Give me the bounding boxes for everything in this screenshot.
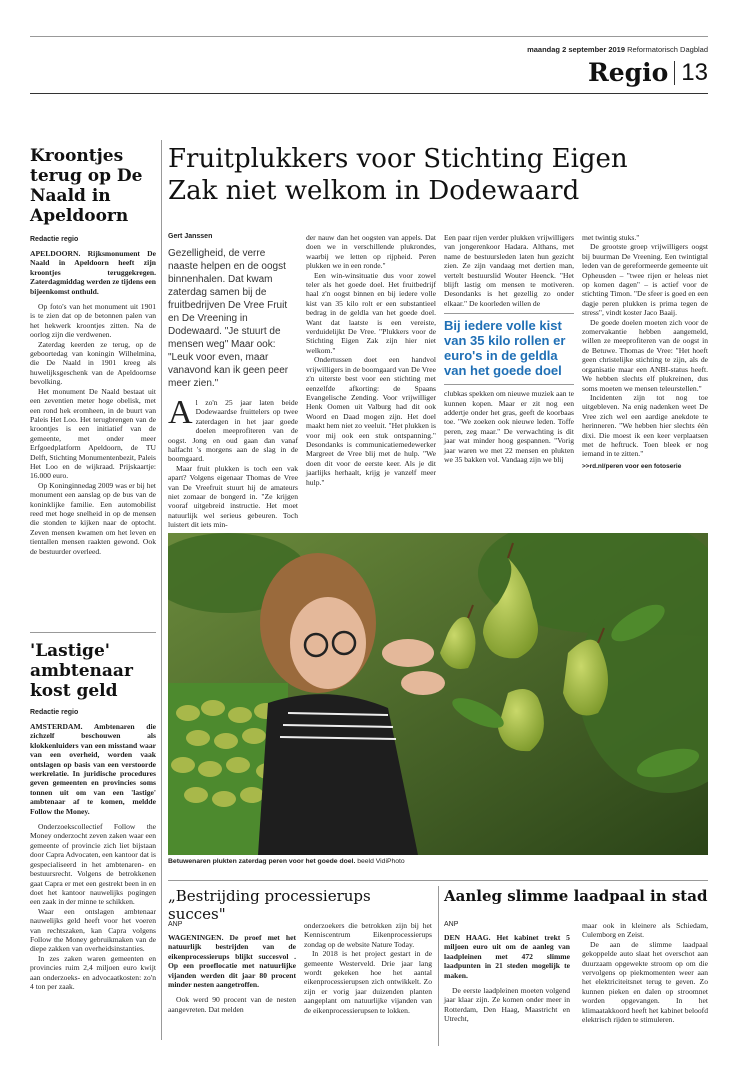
main-c3a-wrap [444,233,574,308]
main-c2b: Een win-winsituatie dus voor zowel teler als het goede doel. Het fruitbedrijf haal z'n oogst binnen en bij iedere volle kist van 35 kilo rolt er een substantieel bedrag in de geldla van het goede doel. Want dat laatste is een vereiste, verduidelijkt De Vree. "Plukkers voor de Stichting Eigen Zak zijn hier niet welkom." [306,270,436,355]
side1-p3: Het monument De Naald bestaat uit een zeventien meter hoge obelisk, met een rond hek eromheen, in de buurt van Paleis Het Loo. Het terugbrengen van de kroontjes is een initiatief van de gemeente, met onder meer Erfgoedplatform Apeldoorn, de TU Delft, Stichting Monumentenbezit, Paleis Het Loo en de wijkraad. Prijskaartje: 16.000 euro. [30,386,156,481]
main-c2a: der nauw dan het oogsten van appels. Dat doen we in verschillende plukrondes, waarbij we letten op rijpheid. Peren plukken we in een ronde." [306,233,436,271]
main-c3b-wrap [444,389,574,464]
quote-rule-bottom [444,384,574,385]
bottom-article-laadpaal [444,887,708,1025]
main-col-2 [306,233,436,487]
side2-headline: 'Lastige' ambtenaar kost geld [30,641,133,701]
web-link[interactable]: >>rd.nl/peren voor een fotoserie [582,462,682,470]
drop-cap: A [168,394,193,431]
side2-lead-place: AMSTERDAM. [30,722,83,731]
main-intro: Gezelligheid, de verre naaste helpen en de oogst binnenhalen. Dat kwam zaterdag samen bij de fruitbedrijven De Vree Fruit en De Vreening in Dodewaard. "Je stuurt de mensen weg" Maar ook: "Leuk voor even, maar vanavond kan ik geen peer meer zien." [168,248,289,389]
section-header [588,58,708,87]
header-rule [30,36,708,37]
main-photo [168,533,708,855]
side2-body [30,722,156,991]
bottom2-byline: ANP [444,921,459,928]
side1-lead-place: APELDOORN. [30,249,81,258]
side2-p2: Waar een ontslagen ambtenaar nauwelijks geld heeft voor het voeren van rechtszaken, kan Capra volgens Follow the Money gebruikmaken van de diepe zakken van overheidsinstanties. [30,906,156,954]
side2-lead: Ambtenaren die zichzelf beschouwen als klokkenluiders van een misstand waar van een overheid, worden vaak ontslagen op basis van een verstoorde werkrelatie. In juridische procedures geven gemeenten en provincies soms tonnen uit om van een 'lastige' ambtenaar af te komen, meldde Follow the Money. [30,722,156,816]
main-c4a: met twintig stuks." [582,233,640,242]
quote-rule-top [444,313,574,314]
bottom2-lead: Het kabinet trekt 5 miljoen euro uit om de aanleg van laadpleinen met 472 slimme laadpunten in 21 steden mogelijk te maken. [444,933,570,980]
side-divider [30,632,156,633]
main-c3b: clubkas spekken om nieuwe muziek aan te kunnen kopen. Maar er zit nog een addertje onder het gras, geeft de koorbaas toe. "We zoeken ook nieuwe leden. Toffe peren, zeg maar." De verwachting is dit jaar wat minder hoog gespannen. "Vorig jaar waren we met 22 mensen en plukten we 35 bakken vol. Vandaag zijn we blij [444,389,574,465]
main-col1-text [168,394,298,530]
header-bottom-rule [30,93,708,94]
side-article-ambtenaar [30,641,156,991]
side1-p4: Op Koninginnedag 2009 was er bij het monument een aanslag op de bus van de koninklijke familie. Een automobilist reed met hoge snelheid in op de mensen die stonden te kijken naar de optocht. Zeven mensen kwamen om het leven en tientallen mensen raakten gewond. Ook de bestuurder overleed. [30,480,156,556]
column-separator [161,140,162,1040]
bottom-separator [438,886,439,1046]
main-c4b: De grootste groep vrijwilligers oogst bij buurman De Vreening. Een twintigtal leden van de gereformeerde gemeente uit Opheusden – "twee rijen er heleas niet op komen dagen" – is actief voor de stichting Timon. "De sfeer is goed en een dagje peren plukken is prima tegen de stress", vindt koster Jaco Baaij. [582,242,708,318]
bottom2-col1 [444,933,570,1024]
side1-lead: Rijksmonument De Naald in Apeldoorn heeft zijn kroontjes teruggekregen. Zaterdagmiddag werden ze tijdens een bijeenkomst onthuld. [30,249,156,296]
bottom1-col2 [304,921,432,1015]
bottom1-lead: De proef met het natuurlijk bestrijden van de eikenprocessierups blijkt succesvol . Op een proeflocatie met natuurlijke vijanden werden dit jaar 80 procent minder nesten aangetroffen. [168,933,296,990]
bottom1-headline: „Bestrijding processierups succes" [168,887,371,923]
side1-p2: Zaterdag keerden ze terug, op de geboortedag van koningin Wilhelmina, die De Naald in 1901 kreeg als huwelijksgeschenk van de Apeldoornse bevolking. [30,339,156,387]
page-number: 13 [681,58,708,86]
side1-body [30,249,156,556]
side-article-naald [30,146,156,556]
bottom1-p3: In 2018 is het project gestart in de gemeente Westerveld. Drie jaar lang wordt gekeken hoe het aantal eikenprocessierupsen zich ontwikkelt. Zo zijn er vorig jaar duizenden planten aangeplant om natuurlijke vijanden van de eikenprocessierupsen te lokken. [304,949,432,1015]
bottom2-p1: De eerste laadpleinen moeten volgend jaar klaar zijn. Ze komen onder meer in Rotterdam, Den Haag, Maastricht en Utrecht, [444,986,570,1024]
main-col-4 [582,233,708,471]
bottom-article-processierups [168,887,433,1015]
side2-p3: In zes zaken waren gemeenten en provincies ruim 2,4 miljoen euro kwijt aan onderzoeks- en advocaatkosten: zo'n 4 ton per zaak. [30,953,156,991]
side2-p1: Onderzoekscollectief Follow the Money onderzocht zeven zaken waar een gemeente of provincie zich liet bijstaan door Capra Advocaten, een kantoor dat is gespecialiseerd in het ambtenaren- en bestuursrecht. Volgens de betrokkenen gaat Capra er met een gestrekt been in en doet het kantoor nauwelijks pogingen een zaak in der minne te schikken. [30,822,156,907]
bottom-rule [168,880,708,881]
main-c1b: Maar fruit plukken is toch een vak apart? Volgens eigenaar Thomas de Vree van De Vreefruit stuurt hij de amateurs niet zomaar de bongerd in. "Ze krijgen vooraf uitgebreid instructie. Het moet natuurlijk wel serieus gebeuren. Toch luistert dit iets min- [168,463,298,530]
bottom2-col2 [582,921,708,1024]
main-c4d: Incidenten zijn tot nog toe uitgebleven. Na enig nadenken weet De Vree zich wel een aardige anekdote te herinneren. "We hebben hier slechts één dixi. Die moest ik een keer verplaatsen met de heftruck. Toen bleek er nog iemand in te zitten." [582,392,708,459]
main-headline: Fruitplukkers voor Stichting Eigen Zak niet welkom in Dodewaard [168,144,628,206]
main-c4c: De goede doelen moeten zich voor de zomervakantie hebben aangemeld, willen ze meeprofiteren van de oogst in de Betuwe. Thomas de Vree: "Het hoeft geen christelijke stichting te zijn, als de organisatie maar een ANBI-status heeft. We hebben slechts elf plukreinen, dus soms moeten we mensen teleurstellen." [582,317,708,393]
bottom1-p2: onderzoekers die betrokken zijn bij het Kenniscentrum Eikenprocessierups zondag op de website Nature Today. [304,921,432,949]
main-c3a: Een paar rijen verder plukken vrijwilligers van jongerenkoor Hadara. Althans, met name de bestuursleden laten hun gezicht zien. Ze zijn vandaag met dertien man, vertelt bestuurslid Wouter Heenck. "Het blijft lastig om mensen te motiveren. Desondanks is het gezellig zo onder elkaar." De koorleden willen de [444,233,574,308]
pull-quote: Bij iedere volle kist van 35 kilo rollen er euro's in de geldla van het goede doel [444,318,566,379]
section-divider [674,61,675,85]
bottom2-headline: Aanleg slimme laadpaal in stad [444,887,708,905]
bottom1-byline: ANP [168,921,183,928]
side1-byline: Redactie regio [30,236,79,243]
bottom2-lead-place: DEN HAAG. [444,933,491,942]
bottom1-col1 [168,933,296,1014]
bottom1-p1: Ook werd 90 procent van de nesten aangevreten. Dat melden [168,995,296,1014]
bottom1-lead-place: WAGENINGEN. [168,933,224,942]
main-byline: Gert Janssen [168,233,213,240]
side1-p1: Op foto's van het monument uit 1901 is te zien dat op de betonnen palen van het hekwerk kroontjes zitten. Na de oorlog zijn die verdwenen. [30,302,156,340]
bottom2-p3: De aan de slimme laadpaal gekoppelde auto slaat het overschot aan duurzaam opgewekte stroom op om die vervolgens op piekmomenten weer aan het elektriciteitsnet terug te geven. Zo kunnen pieken en dalen op stroomnet worden opgevangen. In het klimaatakkoord heeft het kabinet beloofd elektrisch rijden te stimuleren. [582,939,708,1025]
side1-headline: Kroontjes terug op De Naald in Apeldoorn [30,146,143,226]
main-c2c: Ondertussen doet een handvol vrijwilligers in de boomgaard van De Vree z'n uiterste best voor een stichting met eenzelfde afkorting: de Spaans Evangelische Zending. Voor vrijwilliger Henk Oomen uit Valburg had dit ook Woord en Daad mogen zijn. Het doel maakt hem niet zo veeluit. "Het plukken is voor mij ook een stuk ontspanning." Desondanks is communicatiemedewerker Margreet de Vree blij met de hulp. "We doen dit voor de eerste keer. Als je dit jaarlijks herhaalt, krijg je vanzelf meer hulp." [306,355,436,487]
bottom2-p2: maar ook in kleinere als Schiedam, Culemborg en Zeist. [582,921,708,940]
header-dateline [527,45,708,54]
header-paper: Reformatorisch Dagblad [627,45,708,54]
main-col-1 [168,247,298,530]
header-date: maandag 2 september 2019 [527,45,626,54]
side2-byline: Redactie regio [30,709,79,716]
photo-caption-line [168,858,405,865]
main-c1: l zo'n 25 jaar laten beide Dodewaardse fruittelers op twee zaterdagen in het jaar goede doelen meeprofiteren van de oogst. Jong en oud gaan dan vanaf halfacht 's morgens aan de slag in de boomgaard. [168,398,298,464]
main-col-3 [444,233,574,465]
pear-orchard-photo [168,533,708,855]
photo-caption: Betuwenaren plukten zaterdag peren voor het goede doel. [168,858,356,865]
photo-credit: beeld VidiPhoto [357,858,405,865]
section-title: Regio [587,58,669,87]
